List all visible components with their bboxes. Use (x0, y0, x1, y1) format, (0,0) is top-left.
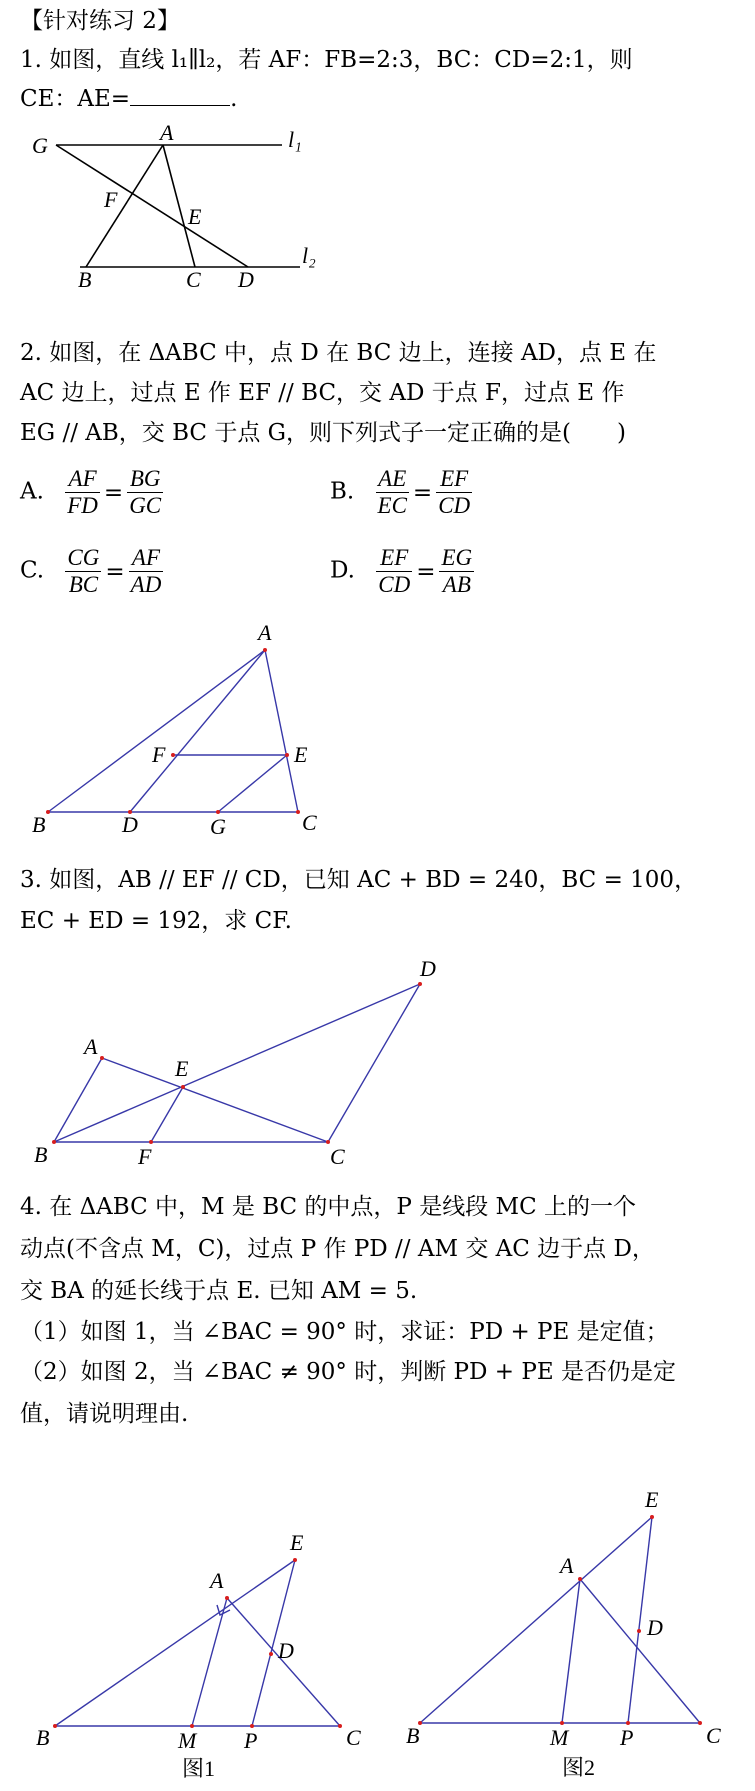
option-c[interactable]: C. $\frac{CG}{BC}$ = $\frac{AF}{AD}$ (20, 545, 162, 597)
q1-label-d: D (238, 267, 254, 292)
q3-line1: 3. 如图，AB // EF // CD，已知 AC + BD = 240，BC = 100， (20, 867, 698, 893)
option-c-label: C. (20, 557, 45, 584)
q1-line2 (20, 83, 237, 114)
fig2-label-a: A (560, 1553, 574, 1578)
q2-label-g: G (210, 814, 226, 839)
option-c-frac1: $\frac{CG}{BC}$ (67, 545, 100, 597)
q2-line3: EG // AB，交 BC 于点 G，则下列式子一定正确的是( ) (20, 420, 626, 446)
q1-label-e: E (188, 204, 202, 229)
fig2-label-p: P (620, 1725, 634, 1750)
q4-line3: 交 BA 的延长线于点 E. 已知 AM = 5. (20, 1278, 418, 1304)
q4-line2: 动点(不含点 M，C)，过点 P 作 PD // AM 交 AC 边于点 D， (20, 1236, 655, 1262)
q4-line6: 值，请说明理由. (20, 1401, 189, 1427)
q3-label-e: E (175, 1056, 189, 1081)
option-b-label: B. (330, 478, 355, 505)
q2-label-e: E (294, 742, 308, 767)
q4-line1: 4. 在 ΔABC 中，M 是 BC 的中点，P 是线段 MC 上的一个 (20, 1194, 636, 1220)
option-b[interactable]: B. $\frac{AE}{EC}$ = $\frac{EF}{CD}$ (330, 466, 471, 518)
fig1-label-p: P (244, 1728, 258, 1753)
q1-label-l1: l₁ (288, 127, 302, 152)
option-a-label: A. (20, 478, 44, 505)
option-d[interactable]: D. $\frac{EF}{CD}$ = $\frac{EG}{AB}$ (330, 545, 473, 597)
q1-line1: 1. 如图，直线 l₁∥l₂，若 AF：FB=2:3，BC：CD=2:1，则 (20, 47, 633, 73)
q2-line1: 2. 如图，在 ΔABC 中，点 D 在 BC 边上，连接 AD，点 E 在 (20, 340, 657, 366)
option-b-frac2: $\frac{EF}{CD}$ (438, 466, 471, 518)
fig2-label-d: D (647, 1615, 663, 1640)
q1-label-l2: l₂ (302, 243, 316, 268)
option-d-frac2: $\frac{EG}{AB}$ (441, 545, 473, 597)
option-a-frac1: $\frac{AF}{FD}$ (67, 466, 98, 518)
q4-line5: （2）如图 2，当 ∠BAC ≠ 90° 时，判断 PD + PE 是否仍是定 (20, 1359, 676, 1385)
q3-label-f: F (138, 1144, 152, 1169)
q4-line4: （1）如图 1，当 ∠BAC = 90° 时，求证：PD + PE 是定值； (20, 1319, 669, 1345)
q2-label-c: C (302, 810, 317, 835)
option-b-frac1: $\frac{AE}{EC}$ (377, 466, 407, 518)
fig2-label-e: E (645, 1487, 659, 1512)
fig1-label-b: B (36, 1725, 50, 1750)
fig1-label-m: M (178, 1728, 197, 1753)
q3-label-a: A (84, 1034, 98, 1059)
fig2-caption: 图2 (562, 1755, 596, 1780)
q3-figure (20, 958, 450, 1168)
q3-label-c: C (330, 1144, 345, 1169)
q4-figure-2 (400, 1475, 730, 1780)
q2-label-f: F (152, 742, 166, 767)
q2-line2: AC 边上，过点 E 作 EF // BC，交 AD 于点 F，过点 E 作 (20, 380, 625, 406)
option-c-frac2: $\frac{AF}{AD}$ (130, 545, 162, 597)
q1-line2-post: . (230, 86, 238, 112)
fig1-label-d: D (278, 1638, 294, 1663)
q4-figure-1 (20, 1500, 361, 1781)
q1-figure (20, 120, 360, 295)
fig1-caption: 图1 (182, 1756, 216, 1781)
q2-figure (20, 620, 340, 840)
q3-label-b: B (34, 1142, 48, 1167)
q1-label-b: B (78, 267, 92, 292)
option-d-frac1: $\frac{EF}{CD}$ (378, 545, 411, 597)
fig2-label-b: B (406, 1723, 420, 1748)
q1-label-f: F (104, 187, 118, 212)
q2-label-b: B (32, 812, 46, 837)
q2-label-d: D (122, 812, 138, 837)
q1-line2-pre: CE：AE= (20, 86, 131, 112)
answer-blank[interactable] (130, 83, 230, 106)
option-a-frac2: $\frac{BG}{GC}$ (129, 466, 162, 518)
q1-label-c: C (186, 267, 201, 292)
fig2-label-c: C (706, 1723, 721, 1748)
option-d-label: D. (330, 557, 355, 584)
q3-label-d: D (420, 956, 436, 981)
section-title: 【针对练习 2】 (20, 8, 180, 34)
fig1-label-a: A (210, 1568, 224, 1593)
option-a[interactable]: A. $\frac{AF}{FD}$ = $\frac{BG}{GC}$ (20, 466, 162, 518)
q2-label-a: A (258, 620, 272, 645)
q1-label-g: G (32, 133, 48, 158)
fig1-label-c: C (346, 1725, 361, 1750)
q1-label-a: A (160, 120, 174, 145)
fig1-label-e: E (290, 1530, 304, 1555)
q3-line2: EC + ED = 192，求 CF. (20, 908, 292, 934)
fig2-label-m: M (550, 1725, 569, 1750)
